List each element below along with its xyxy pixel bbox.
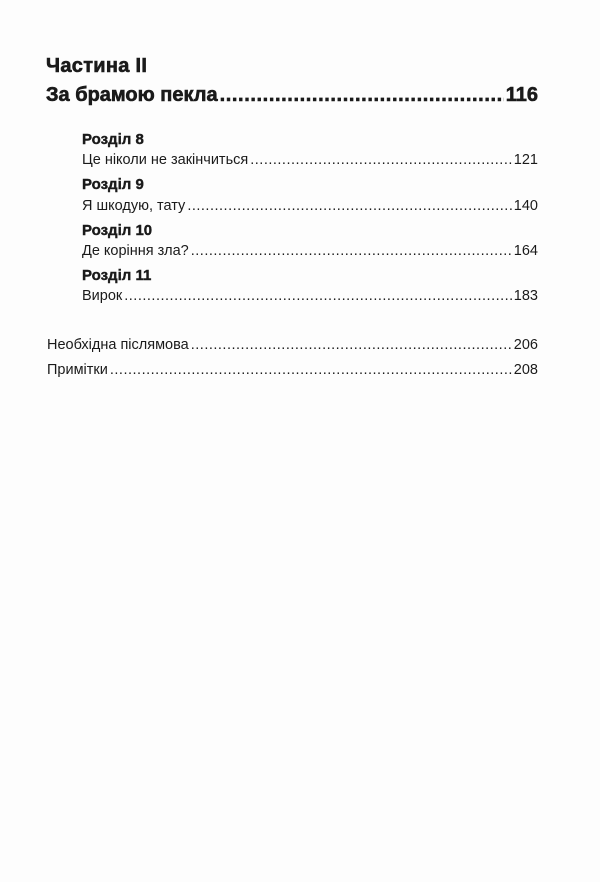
dot-leader bbox=[187, 198, 511, 214]
chapter-label: Розділ 9 bbox=[82, 176, 144, 193]
entry-title: Примітки bbox=[47, 362, 108, 378]
dot-leader bbox=[191, 243, 512, 259]
page-number: 140 bbox=[513, 198, 538, 214]
page-number: 164 bbox=[513, 243, 538, 259]
part-number: Частина II bbox=[46, 55, 148, 77]
dot-leader bbox=[191, 337, 512, 353]
chapter-label: Розділ 11 bbox=[82, 267, 152, 284]
toc-chapter-entry[interactable] bbox=[82, 288, 538, 304]
chapter-label: Розділ 8 bbox=[82, 131, 144, 148]
chapter-title: Вирок bbox=[82, 288, 123, 304]
chapter-title: Де коріння зла? bbox=[82, 243, 189, 259]
dot-leader bbox=[110, 362, 512, 378]
toc-chapter-entry[interactable] bbox=[82, 198, 538, 214]
dot-leader bbox=[124, 288, 512, 304]
toc-chapter-entry[interactable] bbox=[82, 152, 538, 168]
toc-chapter-entry[interactable] bbox=[82, 243, 538, 259]
dot-leader bbox=[220, 84, 504, 107]
page-number: 116 bbox=[505, 84, 538, 106]
page-number: 206 bbox=[513, 337, 538, 353]
toc-afterword-entry[interactable] bbox=[47, 337, 538, 353]
toc-part-entry[interactable] bbox=[46, 84, 538, 107]
page-number: 121 bbox=[513, 152, 538, 168]
page-number: 183 bbox=[513, 288, 538, 304]
entry-title: Необхідна післямова bbox=[47, 337, 189, 353]
page-number: 208 bbox=[513, 362, 538, 378]
chapter-title: Це ніколи не закінчиться bbox=[82, 152, 249, 168]
chapter-title: Я шкодую, тату bbox=[82, 198, 186, 214]
dot-leader bbox=[250, 152, 512, 168]
chapter-label: Розділ 10 bbox=[82, 222, 153, 239]
toc-notes-entry[interactable] bbox=[47, 362, 538, 378]
part-title: За брамою пекла bbox=[46, 84, 218, 106]
